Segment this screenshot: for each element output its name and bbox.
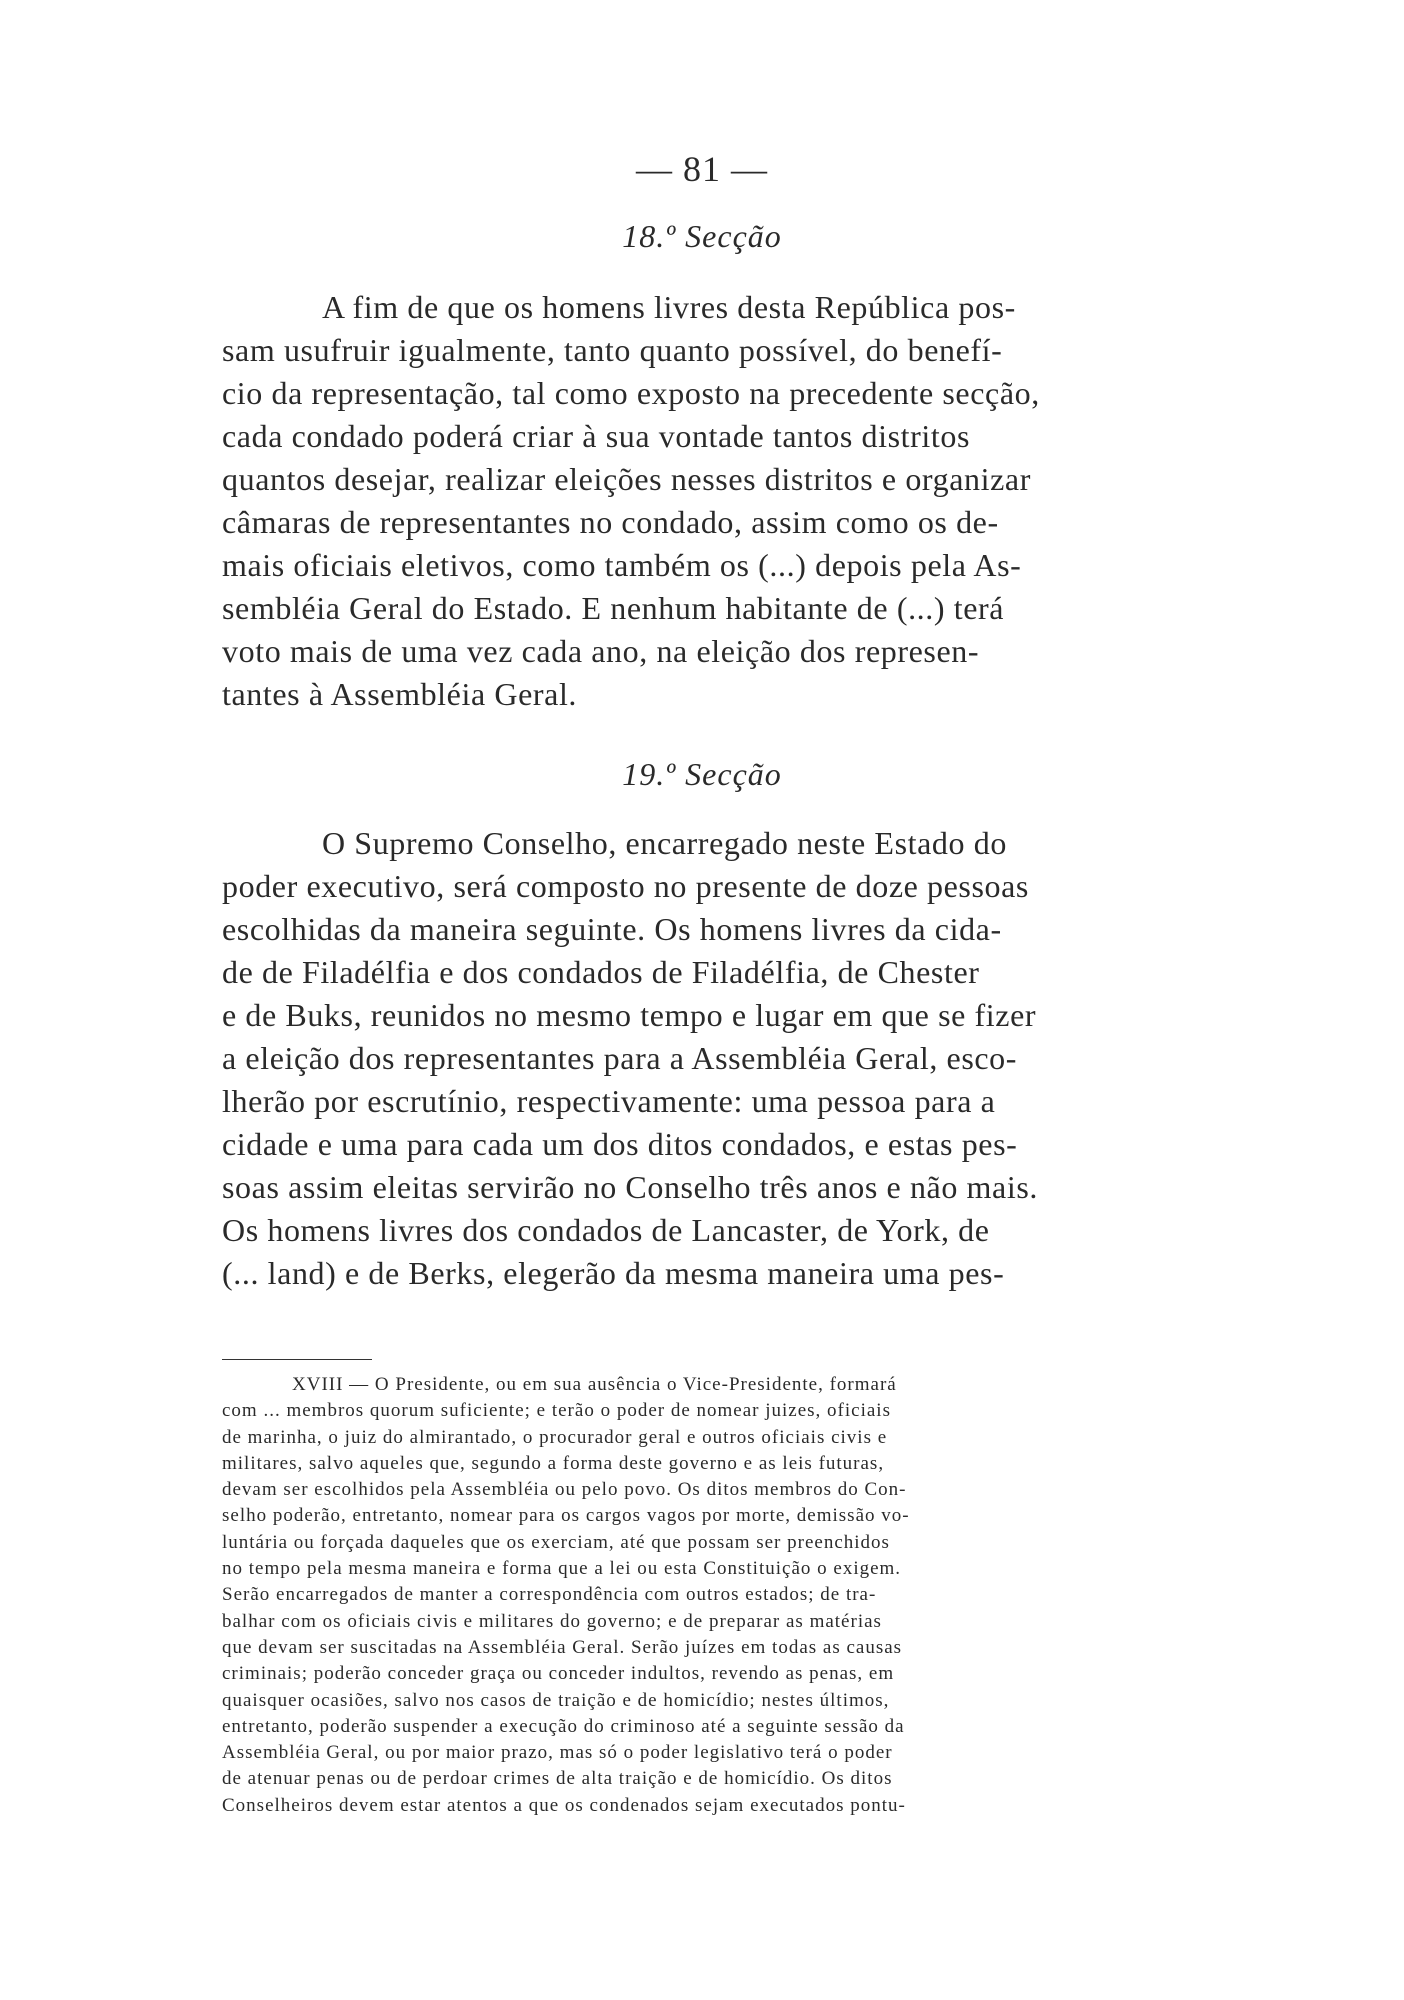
section-19-line: a eleição dos representantes para a Assembléia Geral, esco-: [222, 1040, 1018, 1076]
section-19-line: Os homens livres dos condados de Lancaster, de York, de: [222, 1212, 990, 1248]
section-19-paragraph: [222, 822, 1246, 1295]
footnote-line: de atenuar penas ou de perdoar crimes de alta traição e de homicídio. Os ditos: [222, 1768, 893, 1790]
section-18-line: quantos desejar, realizar eleições nesses distritos e organizar: [222, 461, 1031, 497]
footnote-line: de marinha, o juiz do almirantado, o procurador geral e outros oficiais civis e: [222, 1426, 888, 1448]
section-18-line: cada condado poderá criar à sua vontade tantos distritos: [222, 418, 971, 454]
footnote-line: Serão encarregados de manter a correspondência com outros estados; de tra-: [222, 1584, 877, 1606]
footnote-line: balhar com os oficiais civis e militares do governo; e de preparar as matérias: [222, 1610, 882, 1632]
section-19-line: cidade e uma para cada um dos ditos condados, e estas pes-: [222, 1126, 1018, 1162]
footnote-line: luntária ou forçada daqueles que os exerciam, até que possam ser preenchidos: [222, 1531, 890, 1553]
section-18-line: A fim de que os homens livres desta República pos-: [322, 289, 1016, 325]
footnote-line: Assembléia Geral, ou por maior prazo, mas só o poder legislativo terá o poder: [222, 1742, 893, 1764]
section-19-heading: 19.º Secção: [622, 756, 782, 792]
footnote-line: XVIII — O Presidente, ou em sua ausência o Vice-Presidente, formará: [292, 1374, 897, 1395]
section-18-line: cio da representação, tal como exposto na precedente secção,: [222, 375, 1040, 411]
footnote-line: selho poderão, entretanto, nomear para os cargos vagos por morte, demissão vo-: [222, 1505, 910, 1527]
section-18-line: sembléia Geral do Estado. E nenhum habitante de (...) terá: [222, 590, 1005, 626]
section-19-line: (... land) e de Berks, elegerão da mesma maneira uma pes-: [222, 1255, 1005, 1291]
section-18-line: mais oficiais eletivos, como também os (...) depois pela As-: [222, 547, 1022, 583]
page-number: — 81 —: [636, 149, 768, 189]
section-19-line: escolhidas da maneira seguinte. Os homens livres da cida-: [222, 911, 1002, 947]
section-19-line: poder executivo, será composto no presente de doze pessoas: [222, 868, 1029, 904]
section-18-paragraph: [222, 286, 1246, 716]
footnote-line: criminais; poderão conceder graça ou conceder indultos, revendo as penas, em: [222, 1663, 895, 1685]
section-18-line: câmaras de representantes no condado, assim como os de-: [222, 504, 999, 540]
section-19-line: O Supremo Conselho, encarregado neste Estado do: [322, 825, 1007, 861]
section-19-line: de de Filadélfia e dos condados de Filadélfia, de Chester: [222, 954, 980, 990]
footnote-line: entretanto, poderão suspender a execução do criminoso até a seguinte sessão da: [222, 1715, 905, 1737]
footnote-line: que devam ser suscitadas na Assembléia Geral. Serão juízes em todas as causas: [222, 1636, 903, 1658]
section-18-heading: 18.º Secção: [622, 218, 782, 254]
footnote-line: com ... membros quorum suficiente; e terão o poder de nomear juizes, oficiais: [222, 1400, 891, 1422]
section-19-line: soas assim eleitas servirão no Conselho três anos e não mais.: [222, 1169, 1038, 1205]
footnote-divider: [222, 1359, 372, 1360]
footnote-line: Conselheiros devem estar atentos a que os condenados sejam executados pontu-: [222, 1794, 906, 1816]
section-19-line: lherão por escrutínio, respectivamente: uma pessoa para a: [222, 1083, 996, 1119]
section-18-line: sam usufruir igualmente, tanto quanto possível, do benefí-: [222, 332, 1003, 368]
footnote-line: militares, salvo aqueles que, segundo a forma deste governo e as leis futuras,: [222, 1452, 885, 1474]
section-19-line: e de Buks, reunidos no mesmo tempo e lugar em que se fizer: [222, 997, 1037, 1033]
footnote: [222, 1372, 1246, 1819]
footnote-line: no tempo pela mesma maneira e forma que a lei ou esta Constituição o exigem.: [222, 1558, 902, 1580]
section-18-line: voto mais de uma vez cada ano, na eleição dos represen-: [222, 633, 980, 669]
section-18-line: tantes à Assembléia Geral.: [222, 676, 578, 712]
footnote-line: quaisquer ocasiões, salvo nos casos de traição e de homicídio; nestes últimos,: [222, 1689, 890, 1711]
footnote-line: devam ser escolhidos pela Assembléia ou pelo povo. Os ditos membros do Con-: [222, 1479, 907, 1501]
